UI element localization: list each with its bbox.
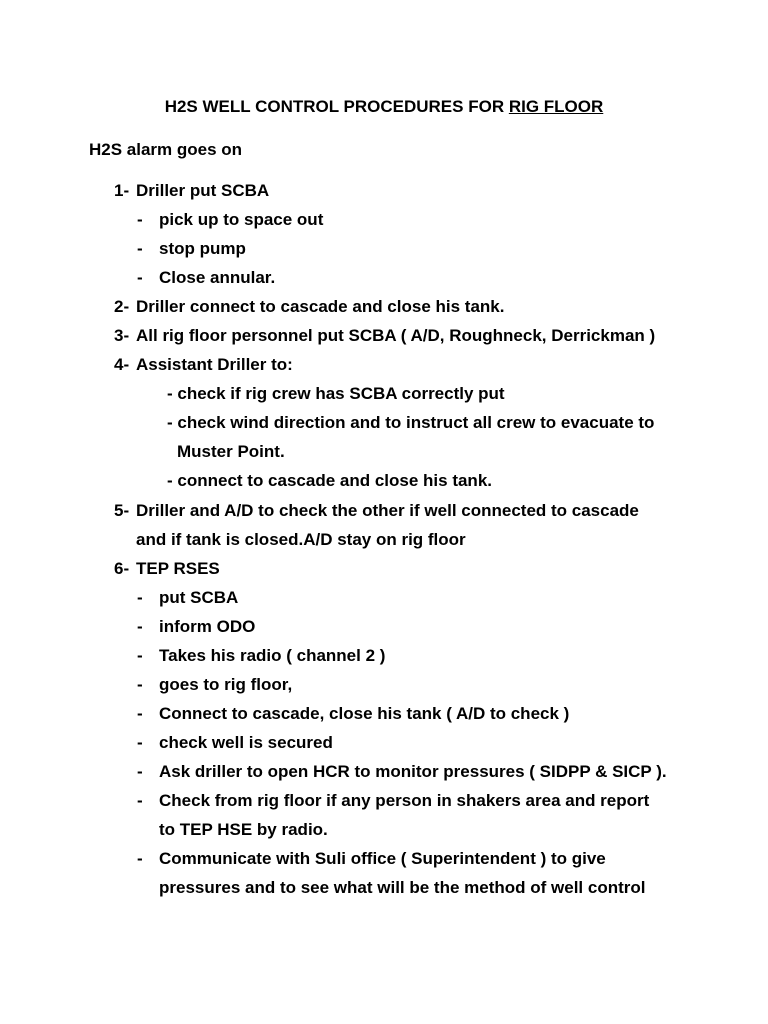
step-4-subitem-1: - check if rig crew has SCBA correctly put <box>167 384 505 403</box>
step-6 <box>114 558 220 580</box>
step-text: Driller and A/D to check the other if well connected to cascade <box>136 501 639 520</box>
bullet-dash: - <box>137 762 143 781</box>
step-4-subitem-3: - connect to cascade and close his tank. <box>167 471 492 490</box>
step-6-item-7: - Ask driller to open HCR to monitor pressures ( SIDPP & SICP ). <box>137 762 667 781</box>
title-underlined: RIG FLOOR <box>508 97 604 116</box>
intro-line: H2S alarm goes on <box>89 140 243 159</box>
bullet-dash: - <box>137 733 143 752</box>
bullet-dash: - <box>137 239 143 258</box>
step-6-item-8-cont: to TEP HSE by radio. <box>159 820 328 839</box>
step-1-item-1: - pick up to space out <box>137 210 324 229</box>
step-1 <box>114 180 269 202</box>
step-6-item-4: - goes to rig floor, <box>137 675 293 694</box>
step-4-subitem-2: - check wind direction and to instruct all crew to evacuate to <box>167 413 655 432</box>
step-6-item-8: - Check from rig floor if any person in shakers area and report <box>137 791 650 810</box>
step-6-item-9: - Communicate with Suli office ( Superintendent ) to give <box>137 849 606 868</box>
step-2 <box>114 296 504 318</box>
step-4 <box>114 354 293 376</box>
bullet-dash: - <box>137 588 143 607</box>
step-number: 1- <box>114 181 130 200</box>
bullet-dash: - <box>137 704 143 723</box>
step-6-item-2: - inform ODO <box>137 617 256 636</box>
step-4-subitem-2-cont: Muster Point. <box>177 442 285 461</box>
step-1-item-3: - Close annular. <box>137 268 276 287</box>
bullet-dash: - <box>137 210 143 229</box>
bullet-dash: - <box>137 849 143 868</box>
step-number: 4- <box>114 355 130 374</box>
step-text: TEP RSES <box>136 559 220 578</box>
step-6-item-5: - Connect to cascade, close his tank ( A/D to check ) <box>137 704 570 723</box>
step-6-item-1: - put SCBA <box>137 588 239 607</box>
step-number: 2- <box>114 297 130 316</box>
step-1-item-2: - stop pump <box>137 239 246 258</box>
step-number: 5- <box>114 501 130 520</box>
step-6-item-6: - check well is secured <box>137 733 333 752</box>
step-text: Driller connect to cascade and close his tank. <box>136 297 505 316</box>
step-6-item-9-cont: pressures and to see what will be the method of well control <box>159 878 646 897</box>
bullet-dash: - <box>137 617 143 636</box>
step-5 <box>114 500 639 522</box>
bullet-dash: - <box>137 791 143 810</box>
document-title <box>0 96 768 118</box>
bullet-dash: - <box>137 675 143 694</box>
step-text: Driller put SCBA <box>136 181 270 200</box>
bullet-dash: - <box>137 268 143 287</box>
step-3 <box>114 325 655 347</box>
bullet-dash: - <box>137 646 143 665</box>
step-6-item-3: - Takes his radio ( channel 2 ) <box>137 646 386 665</box>
step-number: 6- <box>114 559 130 578</box>
title-main: H2S WELL CONTROL PROCEDURES FOR <box>164 97 509 116</box>
step-number: 3- <box>114 326 130 345</box>
step-text: All rig floor personnel put SCBA ( A/D, Roughneck, Derrickman ) <box>136 326 656 345</box>
step-5-cont: and if tank is closed.A/D stay on rig floor <box>136 530 466 549</box>
step-text: Assistant Driller to: <box>136 355 293 374</box>
